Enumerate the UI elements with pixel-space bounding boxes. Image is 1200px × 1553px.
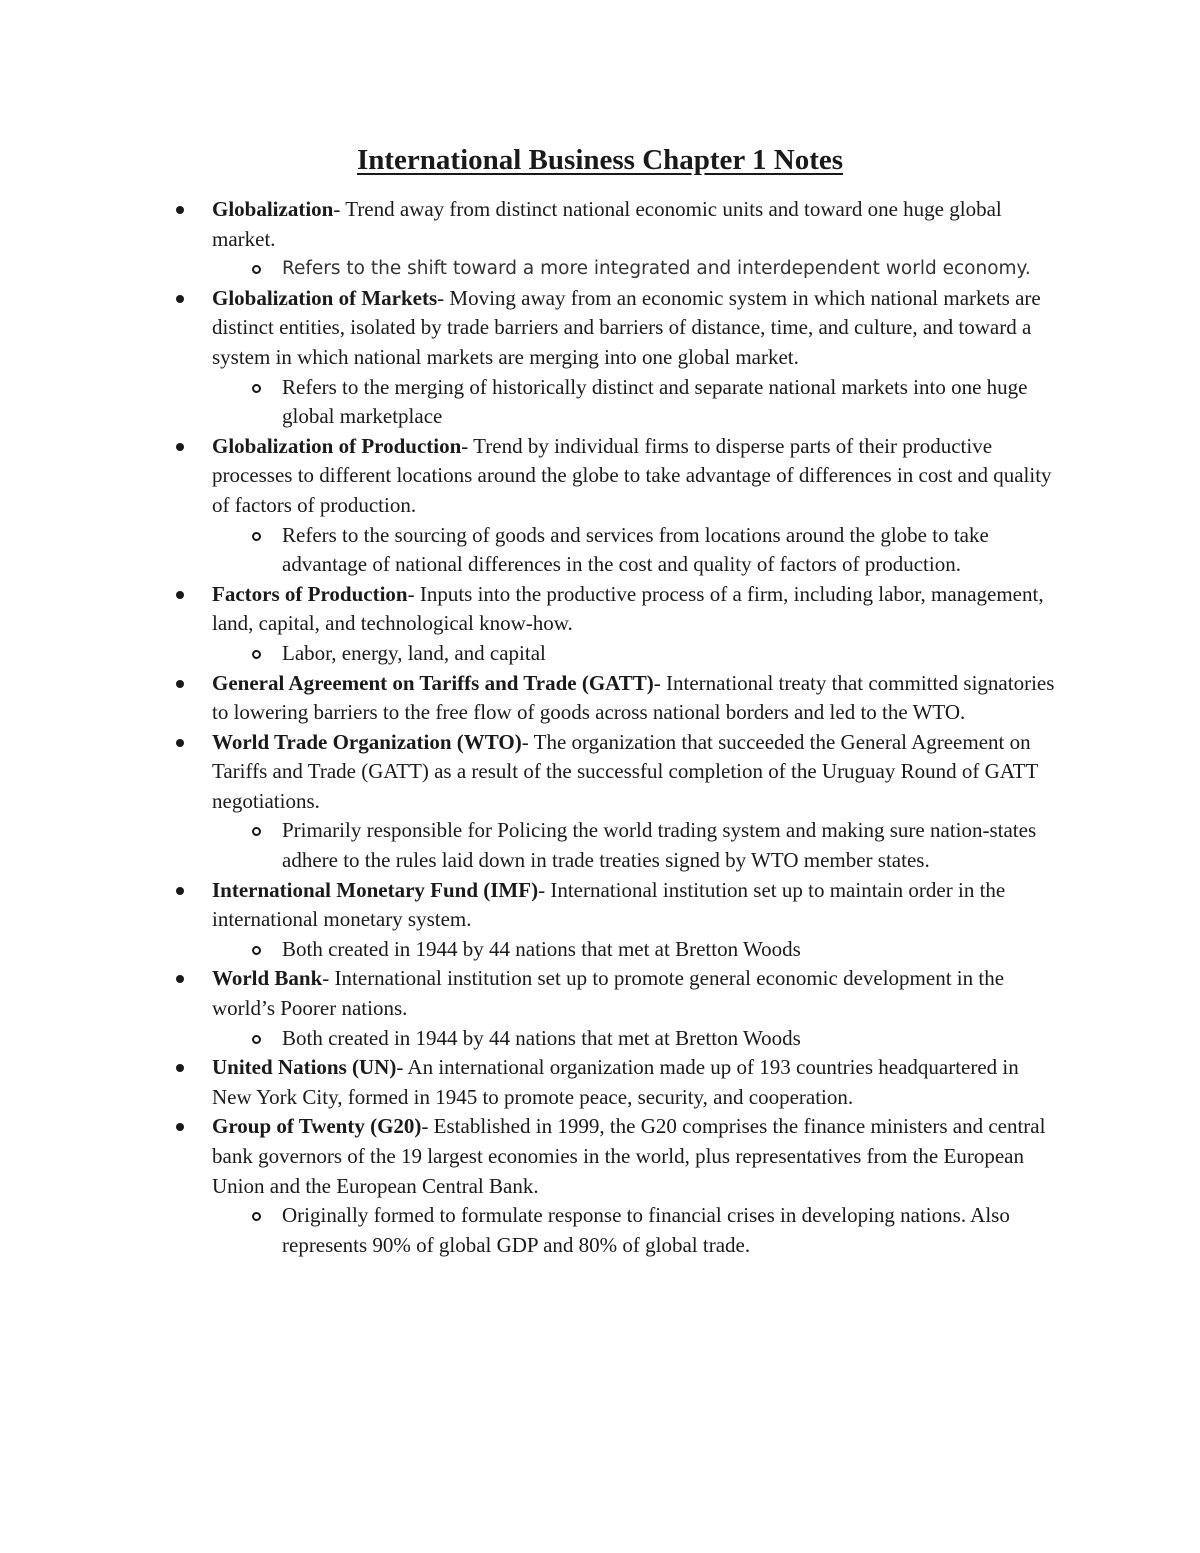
sub-item-text: Refers to the merging of historically distinct and separate national markets into one huge global marketplace bbox=[282, 374, 1028, 429]
sub-item-text: Refers to the shift toward a more integrated and interdependent world economy. bbox=[282, 258, 1031, 280]
bullet-icon bbox=[176, 1123, 184, 1131]
note-term: Globalization of Production bbox=[212, 433, 462, 458]
sub-item bbox=[212, 373, 1060, 432]
sub-item bbox=[212, 254, 1060, 284]
note-definition: - Established in 1999, the G20 comprises the finance ministers and central bank governors of the 19 largest economies in the world, plus representatives from the European Union and the European Central Bank. bbox=[212, 1114, 1046, 1198]
sub-list bbox=[212, 935, 1060, 965]
sub-item bbox=[212, 816, 1060, 875]
note-term: General Agreement on Tariffs and Trade (GATT) bbox=[212, 670, 654, 695]
note-term: World Trade Organization (WTO) bbox=[212, 729, 522, 754]
sub-list bbox=[212, 373, 1060, 432]
bullet-icon bbox=[176, 591, 184, 599]
notes-list bbox=[170, 195, 1060, 1260]
bullet-icon bbox=[176, 739, 184, 747]
note-term: Factors of Production bbox=[212, 581, 408, 606]
sub-list bbox=[212, 1201, 1060, 1260]
sub-item bbox=[212, 521, 1060, 580]
bullet-icon bbox=[176, 206, 184, 214]
note-definition: - An international organization made up of 193 countries headquartered in New York City, formed in 1945 to promote peace, security, and cooperation. bbox=[212, 1055, 1019, 1109]
note-term: Group of Twenty (G20) bbox=[212, 1114, 422, 1139]
note-term: Globalization bbox=[212, 197, 334, 221]
bullet-icon bbox=[176, 443, 184, 451]
note-item bbox=[170, 728, 1060, 876]
sub-item-text: Labor, energy, land, and capital bbox=[282, 640, 546, 665]
note-item bbox=[170, 432, 1060, 580]
note-item bbox=[170, 1112, 1060, 1260]
bullet-icon bbox=[176, 680, 184, 688]
circle-bullet-icon bbox=[252, 1212, 261, 1221]
note-term: Globalization of Markets bbox=[212, 285, 438, 310]
circle-bullet-icon bbox=[252, 384, 261, 393]
note-item bbox=[170, 1053, 1060, 1112]
note-item bbox=[170, 876, 1060, 965]
sub-list bbox=[212, 1024, 1060, 1054]
note-definition: - Trend away from distinct national economic units and toward one huge global market. bbox=[212, 197, 1002, 251]
sub-list bbox=[212, 639, 1060, 669]
note-item bbox=[170, 580, 1060, 669]
note-definition: - Trend by individual firms to disperse parts of their productive processes to different locations around the globe to take advantage of differences in cost and quality of factors of production. bbox=[212, 433, 1052, 517]
note-term: United Nations (UN) bbox=[212, 1055, 397, 1080]
bullet-icon bbox=[176, 975, 184, 983]
note-definition: - International treaty that committed signatories to lowering barriers to the free flow of goods across national borders and led to the WTO. bbox=[212, 670, 1055, 725]
sub-item-text: Primarily responsible for Policing the world trading system and making sure nation-states adhere to the rules laid down in trade treaties signed by WTO member states. bbox=[282, 818, 1037, 873]
sub-list bbox=[212, 816, 1060, 875]
sub-list bbox=[212, 254, 1060, 284]
note-definition: - International institution set up to promote general economic development in the world’s Poorer nations. bbox=[212, 966, 1005, 1021]
circle-bullet-icon bbox=[252, 532, 261, 541]
circle-bullet-icon bbox=[252, 946, 261, 955]
note-item bbox=[170, 669, 1060, 728]
note-term: International Monetary Fund (IMF) bbox=[212, 877, 539, 902]
bullet-icon bbox=[176, 1064, 184, 1072]
note-item bbox=[170, 284, 1060, 432]
sub-item bbox=[212, 639, 1060, 669]
circle-bullet-icon bbox=[252, 650, 261, 659]
note-definition: - Inputs into the productive process of a firm, including labor, management, land, capital, and technological know-how. bbox=[212, 581, 1044, 636]
circle-bullet-icon bbox=[252, 265, 261, 274]
bullet-icon bbox=[176, 887, 184, 895]
note-definition: - Moving away from an economic system in which national markets are distinct entities, isolated by trade barriers and barriers of distance, time, and culture, and toward a system in which national markets are merging into one global market. bbox=[212, 285, 1041, 369]
sub-item-text: Both created in 1944 by 44 nations that met at Bretton Woods bbox=[282, 1025, 801, 1050]
note-definition: - The organization that succeeded the General Agreement on Tariffs and Trade (GATT) as a result of the successful completion of the Uruguay Round of GATT negotiations. bbox=[212, 729, 1038, 813]
sub-list bbox=[212, 521, 1060, 580]
sub-item-text: Originally formed to formulate response to financial crises in developing nations. Also represents 90% of global GDP and 80% of global trade. bbox=[282, 1203, 1010, 1257]
sub-item bbox=[212, 1024, 1060, 1054]
note-definition: - International institution set up to maintain order in the international monetary system. bbox=[212, 877, 1006, 932]
circle-bullet-icon bbox=[252, 1035, 261, 1044]
circle-bullet-icon bbox=[252, 827, 261, 836]
note-item bbox=[170, 195, 1060, 284]
sub-item bbox=[212, 1201, 1060, 1260]
sub-item-text: Both created in 1944 by 44 nations that met at Bretton Woods bbox=[282, 936, 801, 961]
sub-item-text: Refers to the sourcing of goods and services from locations around the globe to take advantage of national differences in the cost and quality of factors of production. bbox=[282, 522, 989, 577]
note-term: World Bank bbox=[212, 966, 323, 991]
note-item bbox=[170, 964, 1060, 1053]
sub-item bbox=[212, 935, 1060, 965]
page-title: International Business Chapter 1 Notes bbox=[356, 144, 844, 176]
bullet-icon bbox=[176, 295, 184, 303]
